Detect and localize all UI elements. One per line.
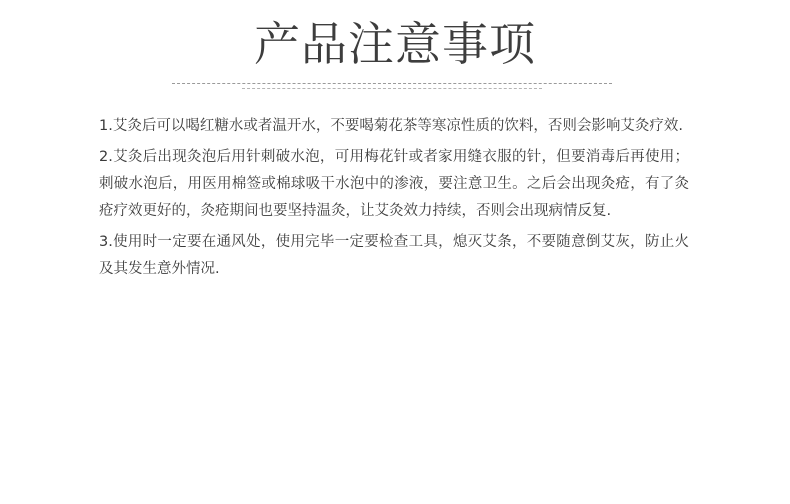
- notice-item-2: 2.艾灸后出现灸泡后用针刺破水泡，可用梅花针或者家用缝衣服的针，但要消毒后再使用；刺破水泡后，用医用棉签或棉球吸干水泡中的渗液，要注意卫生。之后会出现灸疮，有了灸疮疗效更好的，灸疮期间也要坚持温灸，让艾灸效力持续，否则会出现病情反复.: [99, 149, 689, 219]
- notice-item-1: 1.艾灸后可以喝红糖水或者温开水，不要喝菊花茶等寒凉性质的饮料，否则会影响艾灸疗效.: [99, 118, 683, 134]
- notice-list: [99, 113, 689, 287]
- notice-item-3: 3.使用时一定要在通风处，使用完毕一定要检查工具，熄灭艾条，不要随意倒艾灰，防止火及其发生意外情况.: [99, 234, 689, 277]
- title-divider-secondary: [242, 88, 542, 89]
- page-title: 产品注意事项: [254, 17, 536, 71]
- title-divider: [172, 83, 612, 84]
